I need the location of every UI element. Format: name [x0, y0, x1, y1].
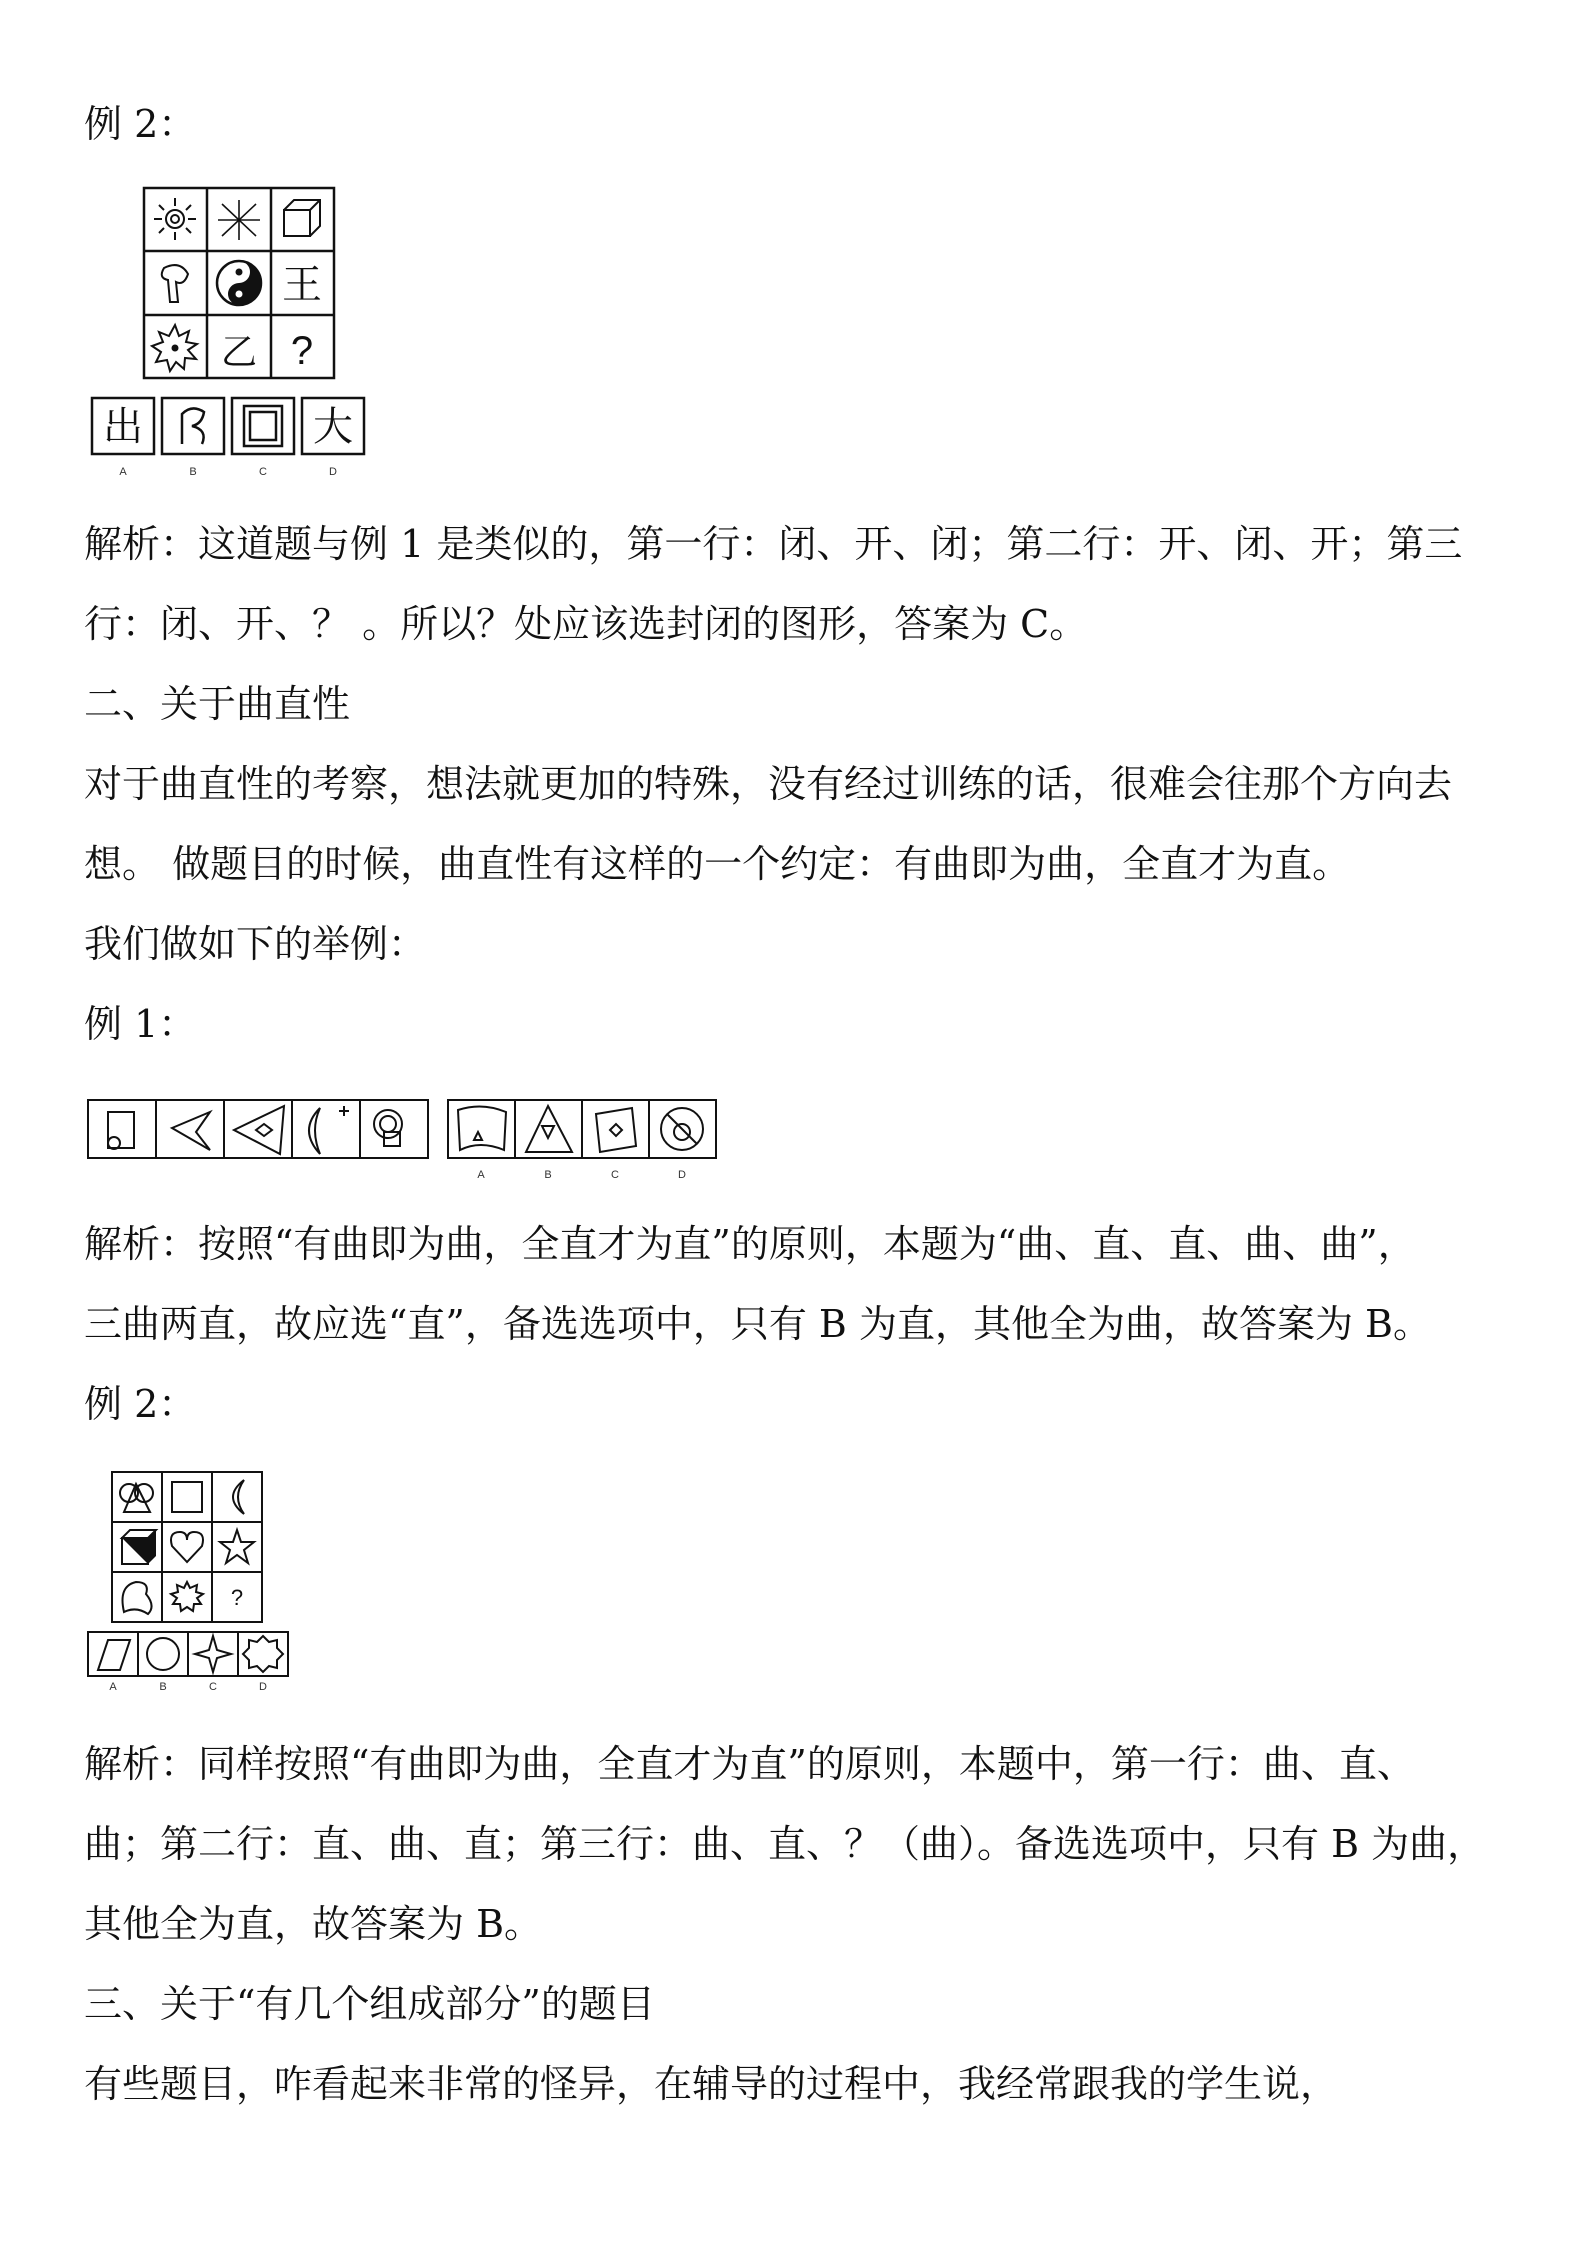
sequence-svg [84, 1092, 724, 1188]
square-icon [172, 1482, 202, 1512]
option-a-label: A [477, 1169, 485, 1181]
curvature-example-1-analysis-line-1: 解析：按照“有曲即为曲，全直才为直”的原则，本题为“曲、直、直、曲、曲”， [84, 1222, 1416, 1266]
example-2-analysis-line-2: 行：闭、开、？ 。所以？处应该选封闭的图形，答案为 C。 [84, 602, 1088, 646]
curve-grid-svg [84, 1466, 304, 1696]
cube-icon [284, 200, 320, 236]
option-c-label: C [259, 466, 267, 478]
figure-curve-grid-puzzle [84, 1466, 304, 1696]
mushroom-icon [162, 265, 188, 302]
option-b-curve-icon [182, 408, 204, 444]
option-d-circle-cross-icon [661, 1108, 703, 1150]
example-2-label: 例 2： [84, 102, 197, 146]
circle-square-icon [374, 1110, 402, 1146]
curvature-intro-line-1: 对于曲直性的考察，想法就更加的特殊，没有经过训练的话，很难会往那个方向去 [84, 762, 1453, 806]
grid-glyph-yi: 乙 [220, 332, 258, 373]
option-a-label: A [109, 1681, 117, 1693]
option-a-glyph: 出 [103, 404, 143, 450]
option-c-label: C [611, 1169, 619, 1181]
spiky-sun-icon [152, 325, 197, 371]
grid-glyph-wang: 王 [282, 262, 322, 308]
example-2-analysis-line-1: 解析：这道题与例 1 是类似的，第一行：闭、开、闭；第二行：开、闭、开；第三 [84, 522, 1463, 566]
trefoil-icon [120, 1484, 153, 1512]
option-b-label: B [189, 466, 197, 478]
heart-icon [171, 1532, 203, 1562]
cube-icon [122, 1530, 156, 1564]
option-c-rotated-square-icon [596, 1108, 636, 1152]
option-b-circle-icon [147, 1638, 179, 1670]
option-d-label: D [329, 466, 337, 478]
star-icon [220, 1530, 254, 1563]
ornament-icon [154, 198, 196, 240]
option-b-triangle-icon [526, 1106, 572, 1152]
curvature-example-2-analysis-line-1: 解析：同样按照“有曲即为曲，全直才为直”的原则，本题中，第一行：曲、直、 [84, 1742, 1415, 1786]
section-heading-components: 三、关于“有几个组成部分”的题目 [84, 1982, 655, 2026]
option-c-four-point-star-icon [195, 1636, 231, 1672]
crescent-icon [233, 1480, 244, 1514]
option-d-label: D [259, 1681, 267, 1693]
option-c-nested-square-icon [244, 406, 282, 446]
blob-icon [123, 1582, 152, 1614]
option-d-label: D [678, 1169, 686, 1181]
examples-intro: 我们做如下的举例： [84, 922, 427, 966]
section-heading-curvature: 二、关于曲直性 [84, 682, 351, 726]
question-mark: ? [290, 329, 314, 373]
option-a-parallelogram-icon [98, 1640, 130, 1670]
curvature-example-1-analysis-line-2: 三曲两直，故应选“直”，备选选项中，只有 B 为直，其他全为曲，故答案为 B。 [84, 1302, 1431, 1346]
figure-curve-sequence [84, 1092, 724, 1188]
option-a-label: A [119, 466, 127, 478]
curvature-example-2-label: 例 2： [84, 1382, 197, 1426]
straight-arrow-icon [172, 1112, 210, 1150]
triangle-diamond-icon [234, 1106, 284, 1154]
option-d-octagram-icon [243, 1636, 283, 1672]
curvature-example-2-analysis-line-3: 其他全为直，故答案为 B。 [84, 1902, 543, 1946]
crescent-icon [309, 1106, 349, 1154]
spiky-circle-icon [171, 1582, 203, 1611]
curvature-example-2-analysis-line-2: 曲；第二行：直、曲、直；第三行：曲、直、？（曲）。备选选项中，只有 B 为曲， [84, 1822, 1486, 1866]
curvature-intro-line-2: 想。 做题目的时候，曲直性有这样的一个约定：有曲即为曲，全直才为直。 [84, 842, 1351, 886]
question-mark: ? [230, 1585, 244, 1610]
option-b-label: B [544, 1169, 552, 1181]
option-a-wavy-shape-icon [458, 1106, 506, 1150]
curvature-example-1-label: 例 1： [84, 1002, 197, 1046]
figure-open-closed-puzzle [84, 178, 384, 490]
yin-yang-icon [217, 261, 261, 305]
option-c-label: C [209, 1681, 217, 1693]
puzzle-svg [84, 178, 384, 490]
option-d-glyph: 大 [313, 404, 353, 450]
rect-with-circle-icon [108, 1112, 134, 1149]
components-intro-line: 有些题目，咋看起来非常的怪异，在辅导的过程中，我经常跟我的学生说， [84, 2062, 1339, 2106]
starburst-lines-icon [218, 200, 260, 240]
option-b-label: B [159, 1681, 167, 1693]
